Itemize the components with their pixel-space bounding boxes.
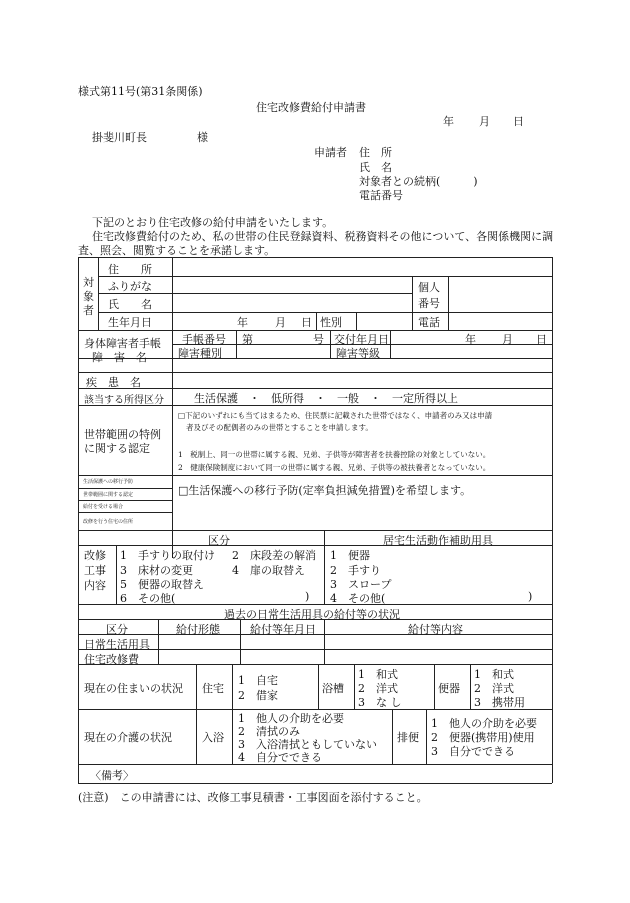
history-date-header: 給付等年月日 bbox=[250, 623, 316, 636]
renovation-kubun-header: 区分 bbox=[208, 534, 230, 547]
bathing-label: 入浴 bbox=[202, 731, 224, 744]
date-day-label: 日 bbox=[513, 115, 524, 128]
subject-name-label: 氏 名 bbox=[108, 298, 152, 311]
transition-side-1: 生活保護への移行予防 bbox=[83, 479, 134, 485]
addressee-honorific: 様 bbox=[197, 131, 208, 144]
house-option-1: 1 自宅 bbox=[238, 674, 278, 687]
toilet-label: 便器 bbox=[438, 682, 460, 695]
issue-day-label: 日 bbox=[536, 333, 547, 346]
excretion-label: 排便 bbox=[397, 731, 419, 744]
phone-label: 電話 bbox=[418, 316, 440, 329]
subject-birth-label: 生年月日 bbox=[108, 316, 152, 329]
household-condition-2: 2 健康保険制度において同一の世帯に属する親、兄弟、子供等の被扶養者となっていない。 bbox=[178, 463, 491, 472]
issue-date-label: 交付年月日 bbox=[334, 333, 389, 346]
excretion-option-1: 1 他人の介助を必要 bbox=[431, 717, 537, 730]
intro-line-1: 下記のとおり住宅改修の給付申請をいたします。 bbox=[92, 216, 334, 229]
household-condition-1: 1 税制上、同一の世帯に属する親、兄弟、子供等が障害者を扶養控除の対象としていない。 bbox=[178, 450, 491, 459]
renovation-item-2: 2 床段差の解消 bbox=[232, 549, 316, 562]
book-go-label: 号 bbox=[313, 333, 324, 346]
issue-year-label: 年 bbox=[465, 333, 476, 346]
birth-year-label: 年 bbox=[237, 316, 248, 329]
disability-name-label: 障 害 名 bbox=[92, 351, 147, 364]
birth-day-label: 日 bbox=[301, 316, 312, 329]
aid-item-1: 1 便器 bbox=[330, 549, 370, 562]
disability-type-label: 障害種別 bbox=[178, 347, 222, 360]
history-row-renovation: 住宅改修費 bbox=[84, 653, 139, 666]
applicant-name-label: 氏 名 bbox=[359, 161, 392, 174]
renovation-side-3: 内容 bbox=[84, 579, 106, 592]
aid-item-4-paren: ) bbox=[528, 590, 533, 603]
toilet-option-1: 1 和式 bbox=[474, 668, 514, 681]
number-label: 番号 bbox=[418, 297, 440, 310]
bathing-option-3: 3 入浴清拭ともしていない bbox=[238, 738, 377, 751]
date-year-label: 年 bbox=[443, 115, 454, 128]
birth-month-label: 月 bbox=[275, 316, 286, 329]
renovation-item-1: 1 手すりの取付け bbox=[120, 549, 215, 562]
handbook-label: 身体障害者手帳 bbox=[84, 337, 161, 350]
bath-label: 浴槽 bbox=[322, 682, 344, 695]
transition-side-4: 改修を行う住宅の住所 bbox=[83, 519, 134, 525]
household-checkbox-text-1: □下記のいずれにも当てはまるため、住民票に記載された世帯ではなく、申請者のみ又は申請 bbox=[178, 411, 493, 420]
house-label: 住宅 bbox=[202, 682, 224, 695]
renovation-item-4: 4 扉の取替え bbox=[232, 564, 305, 577]
transition-checkbox-text: □生活保護への移行予防(定率負担減免措置)を希望します。 bbox=[178, 484, 472, 497]
aid-item-3: 3 スロープ bbox=[330, 578, 392, 591]
renovation-item-6: 6 その他( bbox=[120, 592, 176, 605]
subject-heading-3: 者 bbox=[83, 304, 94, 317]
house-option-2: 2 借家 bbox=[238, 689, 278, 702]
date-month-label: 月 bbox=[479, 115, 490, 128]
income-label: 該当する所得区分 bbox=[84, 395, 164, 406]
renovation-item-6-paren: ) bbox=[305, 590, 310, 603]
form-number: 様式第11号(第31条関係) bbox=[78, 85, 203, 98]
subject-address-label: 住 所 bbox=[108, 263, 152, 276]
excretion-option-2: 2 便器(携帯用)使用 bbox=[431, 731, 535, 744]
renovation-item-5: 5 便器の取替え bbox=[120, 578, 204, 591]
bath-option-2: 2 洋式 bbox=[358, 682, 398, 695]
history-row-aids: 日常生活用具 bbox=[84, 638, 150, 651]
household-label-1: 世帯範囲の特例 bbox=[84, 428, 161, 441]
intro-line-2: 住宅改修費給付のため、私の世帯の住民登録資料、税務資料その他について、各関係機関に調 bbox=[92, 230, 554, 243]
household-label-2: に関する認定 bbox=[84, 442, 150, 455]
toilet-option-2: 2 洋式 bbox=[474, 682, 514, 695]
sex-label: 性別 bbox=[320, 316, 342, 329]
history-kubun-header: 区分 bbox=[106, 623, 128, 636]
excretion-option-3: 3 自分でできる bbox=[431, 745, 515, 758]
disability-grade-label: 障害等級 bbox=[336, 347, 380, 360]
history-title: 過去の日常生活用具の給付等の状況 bbox=[224, 608, 400, 621]
intro-line-3: 査、照会、閲覧することを承諾します。 bbox=[78, 244, 276, 257]
relation-label: 対象者との続柄( ) bbox=[359, 175, 478, 188]
applicant-address-label: 住 所 bbox=[359, 146, 392, 159]
subject-heading-1: 対 bbox=[83, 276, 94, 289]
residence-label: 現在の住まいの状況 bbox=[84, 682, 183, 695]
toilet-option-3: 3 携帯用 bbox=[474, 696, 525, 709]
bath-option-1: 1 和式 bbox=[358, 668, 398, 681]
aid-item-2: 2 手すり bbox=[330, 564, 381, 577]
bathing-option-2: 2 清拭のみ bbox=[238, 725, 300, 738]
page-title: 住宅改修費給付申請書 bbox=[256, 101, 366, 114]
household-checkbox-text-2: 者及びその配偶者のみの世帯とすることを申請します。 bbox=[186, 423, 373, 432]
subject-furigana-label: ふりがな bbox=[108, 280, 152, 293]
bathing-option-1: 1 他人の介助を必要 bbox=[238, 712, 344, 725]
bathing-option-4: 4 自分でできる bbox=[238, 751, 322, 764]
subject-heading-2: 象 bbox=[83, 290, 94, 303]
attachment-note: (注意) この申請書には、改修工事見積書・工事図面を添付すること。 bbox=[78, 791, 428, 804]
bath-option-3: 3 な し bbox=[358, 696, 402, 709]
income-options: 生活保護 ・ 低所得 ・ 一般 ・ 一定所得以上 bbox=[194, 392, 458, 405]
individual-label: 個人 bbox=[418, 281, 440, 294]
issue-month-label: 月 bbox=[502, 333, 513, 346]
book-number-label: 手帳番号 bbox=[182, 333, 226, 346]
transition-side-3: 給付を受ける場合 bbox=[83, 504, 124, 510]
remarks-label: 〈備考〉 bbox=[90, 769, 134, 782]
history-form-header: 給付形態 bbox=[176, 623, 220, 636]
renovation-side-1: 改修 bbox=[84, 549, 106, 562]
applicant-phone-label: 電話番号 bbox=[359, 189, 403, 202]
renovation-side-2: 工事 bbox=[84, 564, 106, 577]
addressee: 掛斐川町長 bbox=[92, 131, 147, 144]
aid-item-4: 4 その他( bbox=[330, 592, 386, 605]
aids-header: 居宅生活動作補助用具 bbox=[383, 534, 493, 547]
history-content-header: 給付等内容 bbox=[408, 623, 463, 636]
renovation-item-3: 3 床材の変更 bbox=[120, 564, 193, 577]
care-label: 現在の介護の状況 bbox=[84, 731, 172, 744]
applicant-label: 申請者 bbox=[314, 146, 347, 159]
disease-label: 疾 患 名 bbox=[86, 376, 141, 389]
book-dai-label: 第 bbox=[242, 333, 253, 346]
transition-side-2: 世帯範囲に関する認定 bbox=[83, 492, 134, 498]
